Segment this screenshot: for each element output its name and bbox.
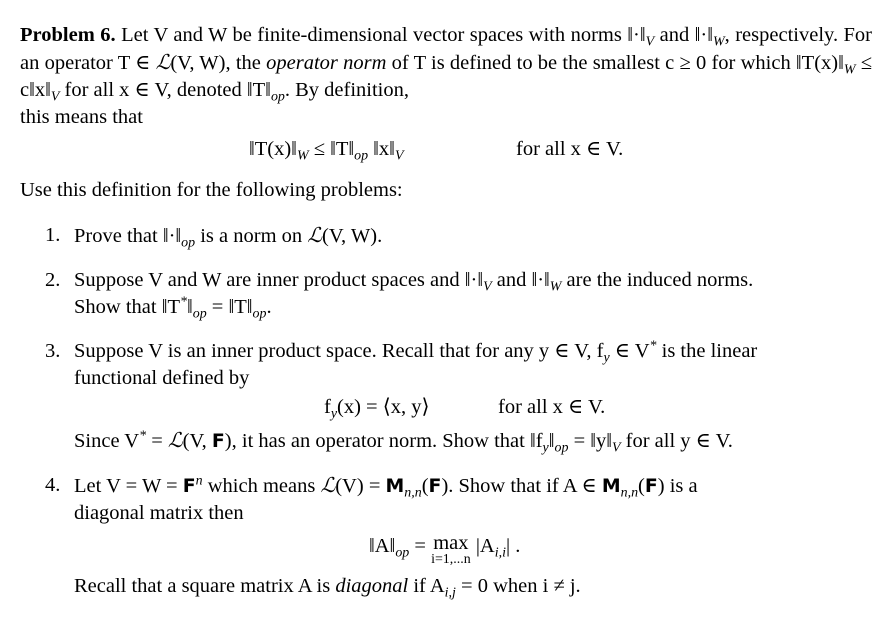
use-definition-text: Use this definition for the following problems: xyxy=(20,179,403,201)
list-item: 2. Suppose V and W are inner product spaces and $‖\cdot‖_V$ and $‖\cdot‖_W$ are the induced norms. Show that $‖T^*‖_{op}$ = $‖T‖_{op}$. xyxy=(45,269,754,322)
list-item: 1. Prove that $‖\cdot‖_{op}$ is a norm on ℒ(V, W). xyxy=(45,223,383,251)
problem-label: Problem 6. xyxy=(20,24,116,46)
definition-display xyxy=(20,136,872,163)
list-item: 3. Suppose V is an inner product space. Recall that for any y ∈ V, $f_y$ ∈ V* is the linear functional defined by $f_y(x)$ = ⟨x, y⟩ for all x ∈ V. Since V* = ℒ(V, F), it has an operator norm. Show that $‖f_y‖_{op}$ = $‖y‖_V$ for all y ∈ V. xyxy=(20,338,872,455)
diagonal-term: diagonal xyxy=(335,575,409,597)
problem-list xyxy=(20,222,872,600)
problem-page xyxy=(20,22,872,617)
diagonal-norm-display: $‖A‖_{op} = \max$ i=1,...n $|A_{i,i}|$ . xyxy=(369,532,521,567)
definition-quantifier: for all x ∈ V. xyxy=(516,138,624,160)
definition-inequality: $‖T(x)‖_W$ ≤ $‖T‖_{op}$ $‖x‖_V$ xyxy=(249,138,404,164)
problem-intro: Problem 6. Let V and W be finite-dimensional vector spaces with norms $‖\cdot‖_V$ and $‖\cdot‖_W$, respectively. For an operator T ∈ ℒ(V, W), the operator norm of T is defined to be the smallest c ≥ 0 for which $‖T(x)‖_W$ ≤ $c‖x‖_V$ for all x ∈ V, denoted $‖T‖_{op}$. By definition, this means that xyxy=(20,24,873,128)
list-item: 4. Let $V = W = F^n$ which means ℒ(V) = $M_{n,n}(F)$. Show that if A ∈ $M_{n,n}(F)$ is a diagonal matrix then $‖A‖_{op} = \max$ i=1,...n $|A_{i,i}|$ . Recall that a square matrix A is diagonal if $A_{i,j} = 0$ when i ≠ j. xyxy=(20,472,872,600)
operator-norm-term: operator norm xyxy=(266,52,387,74)
functional-display: $f_y(x)$ = ⟨x, y⟩ for all x ∈ V. xyxy=(324,396,606,422)
